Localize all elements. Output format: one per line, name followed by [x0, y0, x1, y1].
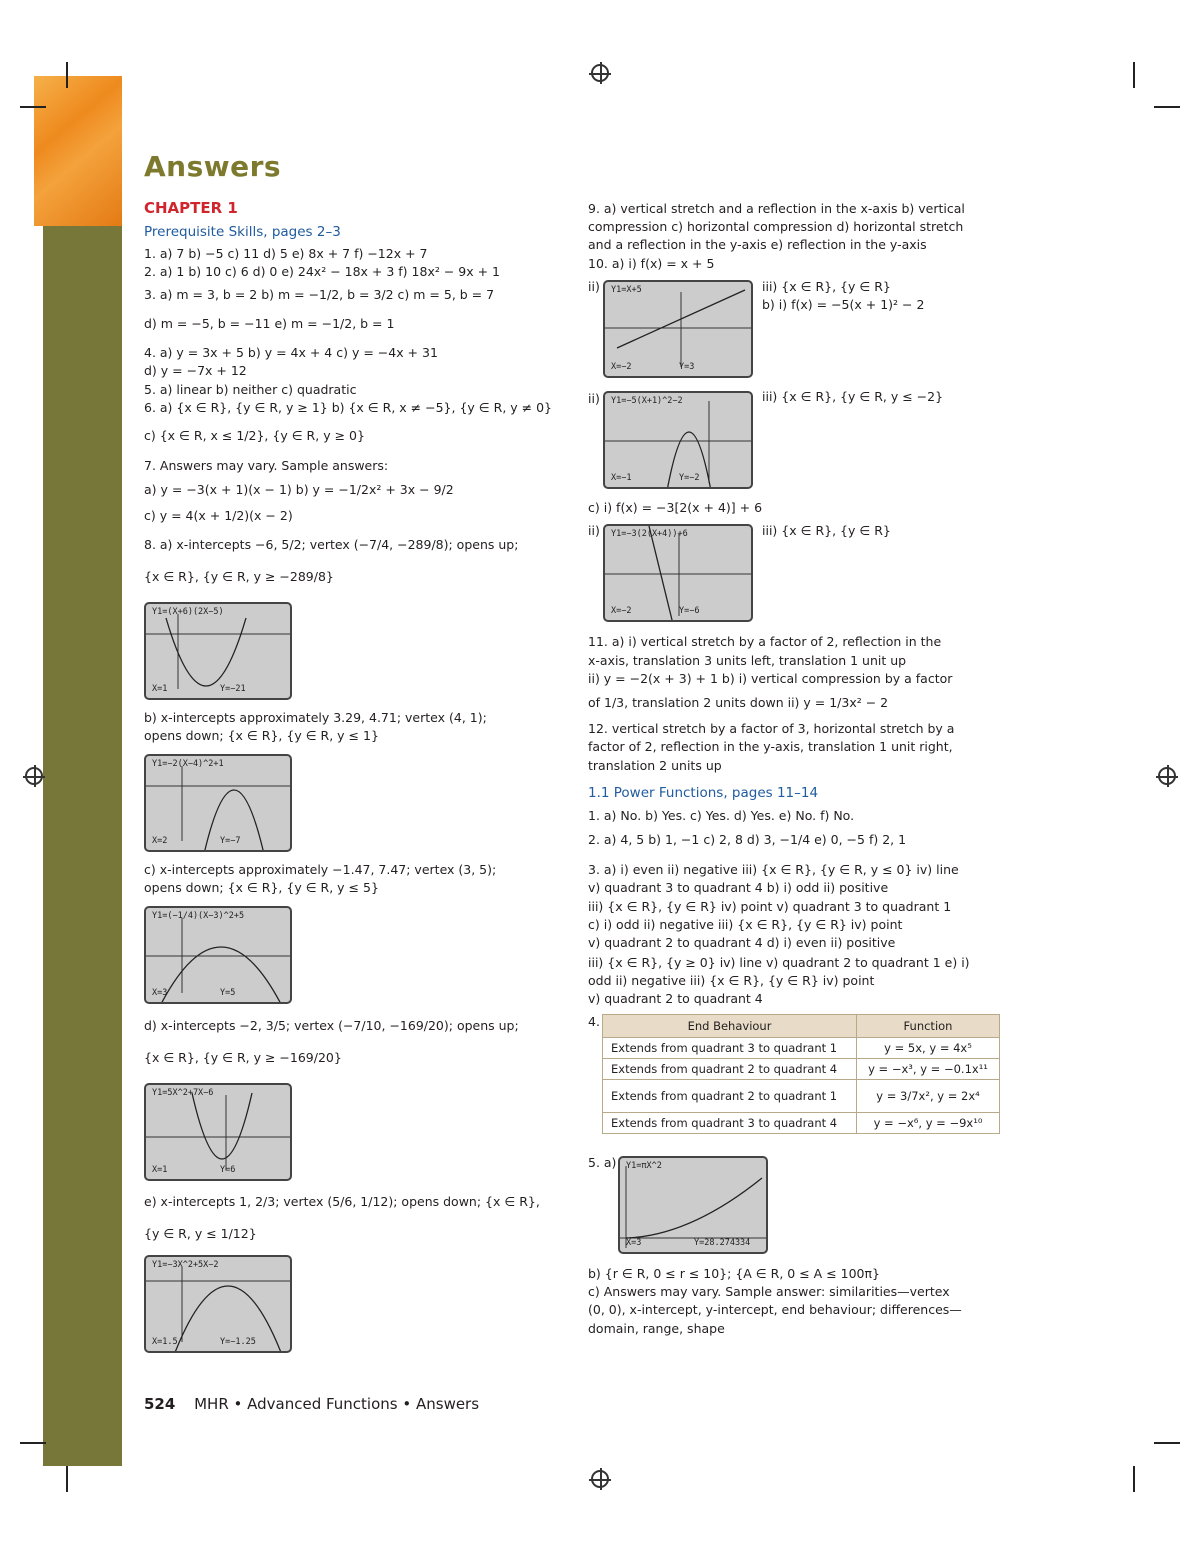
- calc-y-readout: Y=−7: [220, 836, 241, 846]
- crop-mark: [1154, 106, 1180, 108]
- answer-line: b) i) f(x) = −5(x + 1)² − 2: [762, 297, 925, 312]
- calc-y-readout: Y=−2: [679, 473, 700, 483]
- answer-line: c) Answers may vary. Sample answer: similarities—vertex: [588, 1284, 950, 1299]
- answer-line: v) quadrant 2 to quadrant 4: [588, 991, 763, 1006]
- olive-sidebar-strip: [43, 226, 122, 1466]
- crop-mark: [1133, 1466, 1135, 1492]
- calc-equation: Y1=−3X^2+5X−2: [152, 1260, 219, 1270]
- section-heading: Prerequisite Skills, pages 2–3: [144, 224, 341, 240]
- question-label: 4.: [588, 1014, 600, 1029]
- calc-equation: Y1=(X+6)(2X−5): [152, 607, 224, 617]
- answer-line: {x ∈ R}, {y ∈ R, y ≥ −289/8}: [144, 569, 334, 584]
- answer-line: (0, 0), x-intercept, y-intercept, end behaviour; differences—: [588, 1302, 962, 1317]
- answer-line: factor of 2, reflection in the y-axis, translation 1 unit right,: [588, 739, 953, 754]
- calculator-graph: [618, 1156, 768, 1254]
- table-cell: Extends from quadrant 2 to quadrant 4: [603, 1059, 857, 1080]
- calc-x-readout: X=3: [152, 988, 168, 998]
- answer-line: 1. a) No. b) Yes. c) Yes. d) Yes. e) No. f) No.: [588, 808, 855, 823]
- calc-x-readout: X=1: [152, 684, 168, 694]
- answer-line: 11. a) i) vertical stretch by a factor of 2, reflection in the: [588, 634, 942, 649]
- table-cell: Extends from quadrant 3 to quadrant 4: [603, 1113, 857, 1134]
- answer-line: iii) {x ∈ R}, {y ∈ R}: [762, 279, 891, 294]
- answer-line: 8. a) x-intercepts −6, 5/2; vertex (−7/4, −289/8); opens up;: [144, 537, 519, 552]
- table-row: [603, 1080, 1000, 1113]
- answer-line: ii) y = −2(x + 3) + 1 b) i) vertical compression by a factor: [588, 671, 953, 686]
- answer-line: iii) {x ∈ R}, {y ≥ 0} iv) line v) quadrant 2 to quadrant 1 e) i): [588, 955, 970, 970]
- answer-line: a) y = −3(x + 1)(x − 1) b) y = −1/2x² + 3x − 9/2: [144, 482, 454, 497]
- page-number: 524: [144, 1395, 176, 1413]
- answer-line: 6. a) {x ∈ R}, {y ∈ R, y ≥ 1} b) {x ∈ R, x ≠ −5}, {y ∈ R, y ≠ 0}: [144, 400, 552, 415]
- answer-line: 12. vertical stretch by a factor of 3, horizontal stretch by a: [588, 721, 955, 736]
- answer-line: 7. Answers may vary. Sample answers:: [144, 458, 389, 473]
- part-label: ii): [588, 391, 600, 406]
- answer-line: {x ∈ R}, {y ∈ R, y ≥ −169/20}: [144, 1050, 342, 1065]
- crop-mark: [1154, 1442, 1180, 1444]
- answer-line: compression c) horizontal compression d) horizontal stretch: [588, 219, 964, 234]
- answer-line: e) x-intercepts 1, 2/3; vertex (5/6, 1/12); opens down; {x ∈ R},: [144, 1194, 540, 1209]
- calc-x-readout: X=−1: [611, 473, 632, 483]
- calc-y-readout: Y=−21: [220, 684, 246, 694]
- calc-x-readout: X=−2: [611, 606, 632, 616]
- section-heading: 1.1 Power Functions, pages 11–14: [588, 785, 819, 801]
- calc-y-readout: Y=−6: [679, 606, 700, 616]
- table-cell: Extends from quadrant 3 to quadrant 1: [603, 1038, 857, 1059]
- answer-line: d) y = −7x + 12: [144, 363, 247, 378]
- calc-y-readout: Y=28.274334: [694, 1238, 751, 1248]
- table-row: [603, 1038, 1000, 1059]
- answer-line: iii) {x ∈ R}, {y ∈ R} iv) point v) quadrant 3 to quadrant 1: [588, 899, 952, 914]
- table-cell: y = 3/7x², y = 2x⁴: [857, 1080, 1000, 1113]
- page-title: Answers: [144, 150, 282, 183]
- calculator-graph: [144, 754, 292, 852]
- answer-line: 2. a) 4, 5 b) 1, −1 c) 2, 8 d) 3, −1/4 e) 0, −5 f) 2, 1: [588, 832, 907, 847]
- answer-line: c) {x ∈ R, x ≤ 1/2}, {y ∈ R, y ≥ 0}: [144, 428, 365, 443]
- calc-y-readout: Y=−1.25: [220, 1337, 256, 1347]
- table-row: [603, 1059, 1000, 1080]
- answer-line: 10. a) i) f(x) = x + 5: [588, 256, 715, 271]
- calc-x-readout: X=−2: [611, 362, 632, 372]
- crop-mark: [20, 106, 46, 108]
- crop-mark: [1133, 62, 1135, 88]
- answer-line: {y ∈ R, y ≤ 1/12}: [144, 1226, 257, 1241]
- calculator-graph: [144, 1255, 292, 1353]
- calculator-graph: [144, 906, 292, 1004]
- crop-mark: [20, 1442, 46, 1444]
- part-label: ii): [588, 523, 600, 538]
- answer-line: d) m = −5, b = −11 e) m = −1/2, b = 1: [144, 316, 395, 331]
- answer-line: v) quadrant 2 to quadrant 4 d) i) even ii) positive: [588, 935, 896, 950]
- answer-line: 5. a) linear b) neither c) quadratic: [144, 382, 357, 397]
- answer-line: domain, range, shape: [588, 1321, 725, 1336]
- answer-line: and a reflection in the y-axis e) reflection in the y-axis: [588, 237, 927, 252]
- answer-line: odd ii) negative iii) {x ∈ R}, {y ∈ R} iv) point: [588, 973, 875, 988]
- calc-y-readout: Y=3: [679, 362, 695, 372]
- answer-line: 3. a) m = 3, b = 2 b) m = −1/2, b = 3/2 c) m = 5, b = 7: [144, 287, 495, 302]
- calc-x-readout: X=2: [152, 836, 168, 846]
- answer-line: opens down; {x ∈ R}, {y ∈ R, y ≤ 5}: [144, 880, 379, 895]
- crop-mark: [66, 62, 68, 88]
- question-label: 5. a): [588, 1155, 617, 1170]
- calc-equation: Y1=−3(2(X+4))+6: [611, 529, 688, 539]
- table-header: Function: [857, 1015, 1000, 1038]
- footer-text: MHR • Advanced Functions • Answers: [194, 1395, 480, 1413]
- table-cell: y = 5x, y = 4x⁵: [857, 1038, 1000, 1059]
- answer-line: iii) {x ∈ R}, {y ∈ R}: [762, 523, 891, 538]
- answer-line: 9. a) vertical stretch and a reflection in the x-axis b) vertical: [588, 201, 965, 216]
- answer-line: of 1/3, translation 2 units down ii) y = 1/3x² − 2: [588, 695, 889, 710]
- chapter-heading: CHAPTER 1: [144, 199, 238, 217]
- answer-line: translation 2 units up: [588, 758, 722, 773]
- calc-equation: Y1=X+5: [611, 285, 642, 295]
- registration-mark-icon: [591, 64, 609, 82]
- table-cell: y = −x³, y = −0.1x¹¹: [857, 1059, 1000, 1080]
- calculator-graph: [144, 1083, 292, 1181]
- answer-line: 3. a) i) even ii) negative iii) {x ∈ R}, {y ∈ R, y ≤ 0} iv) line: [588, 862, 959, 877]
- calculator-graph: [144, 602, 292, 700]
- calculator-graph: [603, 524, 753, 622]
- calc-equation: Y1=−5(X+1)^2−2: [611, 396, 683, 406]
- answer-line: b) {r ∈ R, 0 ≤ r ≤ 10}; {A ∈ R, 0 ≤ A ≤ 100π}: [588, 1266, 880, 1281]
- end-behaviour-table: [602, 1014, 1000, 1134]
- answer-line: c) y = 4(x + 1/2)(x − 2): [144, 508, 293, 523]
- table-row: [603, 1113, 1000, 1134]
- calc-y-readout: Y=5: [220, 988, 236, 998]
- registration-mark-icon: [25, 767, 43, 785]
- answer-line: iii) {x ∈ R}, {y ∈ R, y ≤ −2}: [762, 389, 944, 404]
- registration-mark-icon: [591, 1470, 609, 1488]
- crop-mark: [66, 1466, 68, 1492]
- calculator-graph: [603, 391, 753, 489]
- orange-corner-graphic: [34, 76, 122, 226]
- calc-equation: Y1=(−1/4)(X−3)^2+5: [152, 911, 245, 921]
- answer-line: opens down; {x ∈ R}, {y ∈ R, y ≤ 1}: [144, 728, 379, 743]
- answer-line: b) x-intercepts approximately 3.29, 4.71; vertex (4, 1);: [144, 710, 487, 725]
- calc-x-readout: X=1.5: [152, 1337, 178, 1347]
- answer-line: 4. a) y = 3x + 5 b) y = 4x + 4 c) y = −4x + 31: [144, 345, 438, 360]
- answer-line: c) i) f(x) = −3[2(x + 4)] + 6: [588, 500, 763, 515]
- answer-line: c) x-intercepts approximately −1.47, 7.47; vertex (3, 5);: [144, 862, 497, 877]
- answer-line: v) quadrant 3 to quadrant 4 b) i) odd ii) positive: [588, 880, 889, 895]
- calc-equation: Y1=−2(X−4)^2+1: [152, 759, 224, 769]
- part-label: ii): [588, 279, 600, 294]
- calc-equation: Y1=πX^2: [626, 1161, 662, 1171]
- calc-x-readout: X=1: [152, 1165, 168, 1175]
- table-cell: Extends from quadrant 2 to quadrant 1: [603, 1080, 857, 1113]
- page-footer: [144, 1395, 479, 1413]
- answer-line: c) i) odd ii) negative iii) {x ∈ R}, {y ∈ R} iv) point: [588, 917, 903, 932]
- table-header: End Behaviour: [603, 1015, 857, 1038]
- table-cell: y = −x⁶, y = −9x¹⁰: [857, 1113, 1000, 1134]
- answer-line: 2. a) 1 b) 10 c) 6 d) 0 e) 24x² − 18x + 3 f) 18x² − 9x + 1: [144, 264, 500, 279]
- answer-line: 1. a) 7 b) −5 c) 11 d) 5 e) 8x + 7 f) −12x + 7: [144, 246, 428, 261]
- calc-equation: Y1=5X^2+7X−6: [152, 1088, 214, 1098]
- calculator-graph: [603, 280, 753, 378]
- calc-x-readout: X=3: [626, 1238, 642, 1248]
- calc-y-readout: Y=6: [220, 1165, 236, 1175]
- answer-line: d) x-intercepts −2, 3/5; vertex (−7/10, −169/20); opens up;: [144, 1018, 519, 1033]
- registration-mark-icon: [1158, 767, 1176, 785]
- answer-line: x-axis, translation 3 units left, translation 1 unit up: [588, 653, 907, 668]
